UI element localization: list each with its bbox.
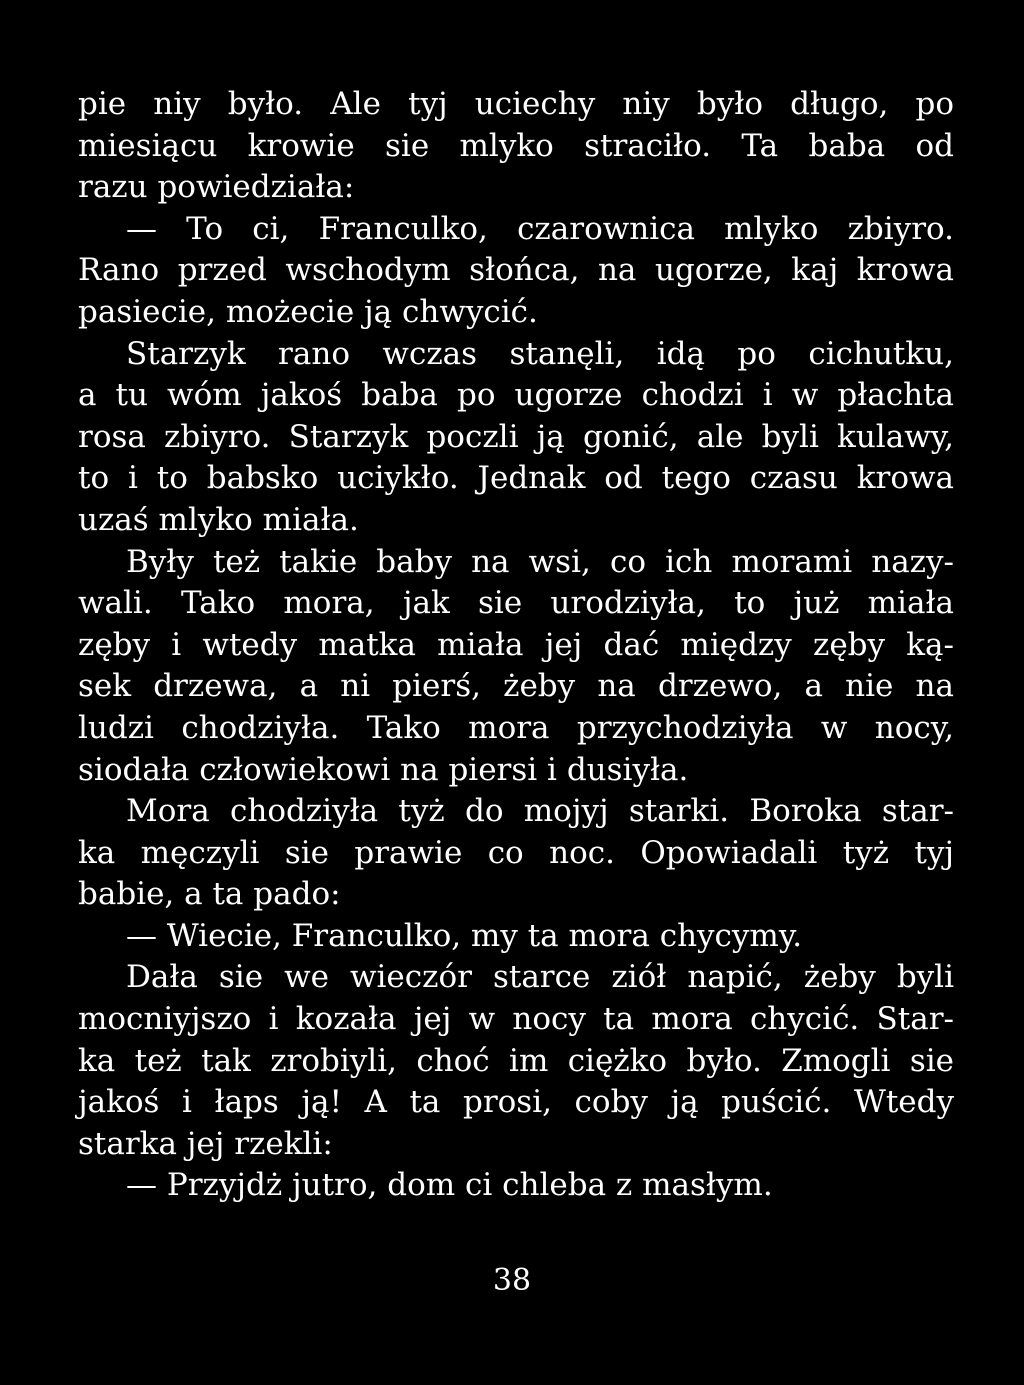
text-line: pie niy było. Ale tyj uciechy niy było długo, po: [78, 86, 954, 122]
text-line: jakoś i łaps ją! A ta prosi, coby ją puścić. Wtedy: [78, 1084, 954, 1121]
paragraph-start-line: Dała sie we wieczór starce ziół napić, żeby byli: [126, 959, 954, 996]
dialogue-line: — Wiecie, Franculko, my ta mora chycymy.: [126, 917, 803, 954]
text-line: Rano przed wschodym słońca, na ugorze, kaj krowa: [78, 252, 954, 289]
text-line: babie, a ta pado:: [78, 876, 341, 913]
text-body: [78, 84, 954, 1207]
dialogue-line: — Przyjdż jutro, dom ci chleba z masłym.: [126, 1167, 773, 1204]
text-line: uzaś mlyko miała.: [78, 501, 359, 538]
text-line: mocniyjszo i kozała jej w nocy ta mora chycić. Star-: [78, 1001, 954, 1038]
text-line: razu powiedziała:: [78, 169, 355, 206]
dialogue-line: — To ci, Franculko, czarownica mlyko zbiyro.: [126, 210, 954, 247]
text-line: siodała człowiekowi na piersi i dusiyła.: [78, 751, 689, 788]
text-line: wali. Tako mora, jak sie urodziyła, to już miała: [78, 585, 954, 622]
text-line: zęby i wtedy matka miała jej dać między zęby ką-: [78, 626, 954, 663]
text-line: ka też tak zrobiyli, choć im ciężko było. Zmogli sie: [78, 1042, 954, 1079]
text-line: a tu wóm jakoś baba po ugorze chodzi i w płachta: [78, 377, 954, 414]
paragraph-start-line: Mora chodziyła tyż do mojyj starki. Boroka star-: [126, 793, 954, 830]
text-line: to i to babsko uciykło. Jednak od tego czasu krowa: [78, 460, 954, 497]
text-line: ka męczyli sie prawie co noc. Opowiadali tyż tyj: [78, 834, 954, 871]
text-line: pasiecie, możecie ją chwycić.: [78, 293, 538, 330]
paragraph-start-line: Były też takie baby na wsi, co ich morami nazy-: [126, 543, 954, 580]
text-line: sek drzewa, a ni pierś, żeby na drzewo, a nie na: [78, 668, 954, 705]
text-line: rosa zbiyro. Starzyk poczli ją gonić, ale byli kulawy,: [78, 418, 954, 455]
text-line: miesiącu krowie sie mlyko straciło. Ta baba od: [78, 127, 954, 164]
text-line: ludzi chodziyła. Tako mora przychodziyła w nocy,: [78, 709, 954, 746]
text-line: starka jej rzekli:: [78, 1125, 333, 1162]
page-number: 38: [492, 1263, 532, 1298]
paragraph-start-line: Starzyk rano wczas stanęli, idą po cichutku,: [126, 335, 954, 372]
